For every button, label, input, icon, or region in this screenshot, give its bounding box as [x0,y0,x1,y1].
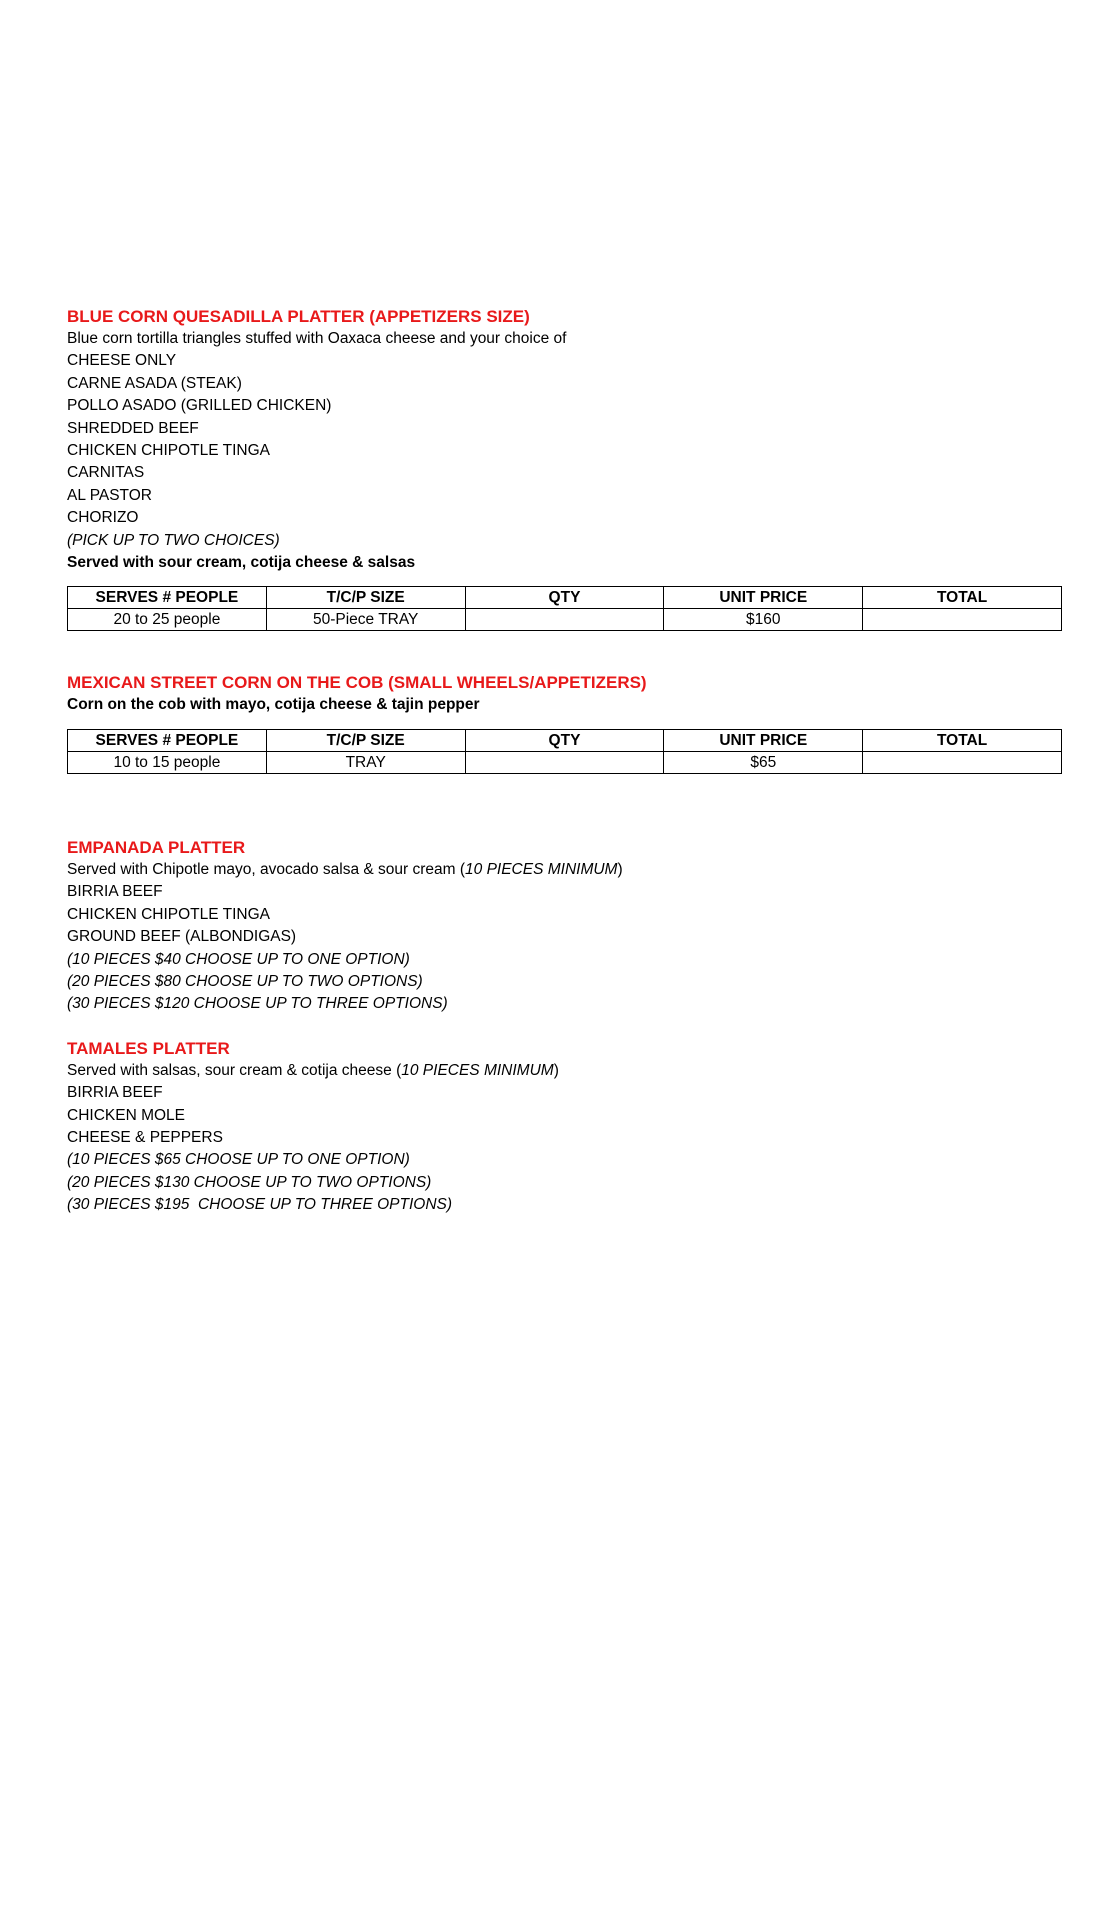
header-qty: QTY [465,587,664,609]
empanada-description-close: ) [617,860,623,878]
tamales-description [67,1060,1062,1082]
empanada-description [67,859,1062,881]
tamales-title: TAMALES PLATTER [67,1038,230,1058]
table-row [68,609,1062,631]
quesadilla-option: CARNE ASADA (STEAK) [67,374,242,392]
tamales-option: BIRRIA BEEF [67,1084,163,1102]
table-header-row [68,729,1062,751]
tamales-description-close: ) [553,1061,559,1079]
quesadilla-option: CARNITAS [67,464,145,482]
tamales-minimum: 10 PIECES MINIMUM [401,1061,554,1079]
header-size: T/C/P SIZE [266,587,465,609]
tamales-description-text: Served with salsas, sour cream & cotija cheese ( [67,1061,402,1079]
empanada-pricing: (10 PIECES $40 CHOOSE UP TO ONE OPTION) [67,950,410,968]
quesadilla-title: BLUE CORN QUESADILLA PLATTER (APPETIZERS SIZE) [67,307,530,326]
empanada-option: CHICKEN CHIPOTLE TINGA [67,905,270,923]
header-total: TOTAL [863,729,1062,751]
header-qty: QTY [465,729,664,751]
quesadilla-description: Blue corn tortilla triangles stuffed with Oaxaca cheese and your choice of [67,330,567,347]
quesadilla-option: POLLO ASADO (GRILLED CHICKEN) [67,397,332,415]
street-corn-section [67,672,1062,773]
corn-title: MEXICAN STREET CORN ON THE COB (SMALL WHEELS/APPETIZERS) [67,673,647,693]
quesadilla-section [67,306,1062,631]
tamales-section [67,1038,1062,1217]
empanada-pricing: (30 PIECES $120 CHOOSE UP TO THREE OPTIONS) [67,995,448,1013]
header-serves: SERVES # PEOPLE [68,587,267,609]
tamales-option: CHICKEN MOLE [67,1106,185,1124]
cell-qty[interactable] [465,609,664,631]
cell-unit-price: $160 [664,609,863,631]
cell-total[interactable] [863,751,1062,773]
cell-serves: 10 to 15 people [68,751,267,773]
tamales-pricing: (20 PIECES $130 CHOOSE UP TO TWO OPTIONS) [67,1173,432,1191]
empanada-minimum: 10 PIECES MINIMUM [465,860,618,878]
empanada-title: EMPANADA PLATTER [67,837,246,857]
cell-qty[interactable] [465,751,664,773]
corn-order-table [67,729,1062,774]
empanada-section [67,837,1062,1016]
cell-serves: 20 to 25 people [68,609,267,631]
cell-unit-price: $65 [664,751,863,773]
quesadilla-option: CHICKEN CHIPOTLE TINGA [67,442,270,460]
empanada-description-text: Served with Chipotle mayo, avocado salsa & sour cream ( [67,860,466,878]
tamales-pricing: (30 PIECES $195 CHOOSE UP TO THREE OPTIONS) [67,1196,453,1214]
quesadilla-choice-note: (PICK UP TO TWO CHOICES) [67,531,280,549]
menu-page [67,306,1062,1217]
header-total: TOTAL [863,587,1062,609]
quesadilla-option: CHEESE ONLY [67,352,177,370]
quesadilla-served-with: Served with sour cream, cotija cheese & salsas [67,554,416,572]
table-header-row [68,587,1062,609]
quesadilla-option: AL PASTOR [67,486,152,504]
empanada-option: GROUND BEEF (ALBONDIGAS) [67,928,297,946]
cell-size: TRAY [266,751,465,773]
tamales-option: CHEESE & PEPPERS [67,1128,223,1146]
tamales-pricing: (10 PIECES $65 CHOOSE UP TO ONE OPTION) [67,1151,410,1169]
corn-served-with: Corn on the cob with mayo, cotija cheese & tajin pepper [67,696,480,714]
quesadilla-option: SHREDDED BEEF [67,419,199,437]
table-row [68,751,1062,773]
cell-size: 50-Piece TRAY [266,609,465,631]
header-serves: SERVES # PEOPLE [68,729,267,751]
empanada-option: BIRRIA BEEF [67,883,163,901]
cell-total[interactable] [863,609,1062,631]
empanada-pricing: (20 PIECES $80 CHOOSE UP TO TWO OPTIONS) [67,972,423,990]
header-unit-price: UNIT PRICE [664,587,863,609]
header-size: T/C/P SIZE [266,729,465,751]
quesadilla-order-table [67,586,1062,631]
quesadilla-option: CHORIZO [67,509,139,527]
header-unit-price: UNIT PRICE [664,729,863,751]
